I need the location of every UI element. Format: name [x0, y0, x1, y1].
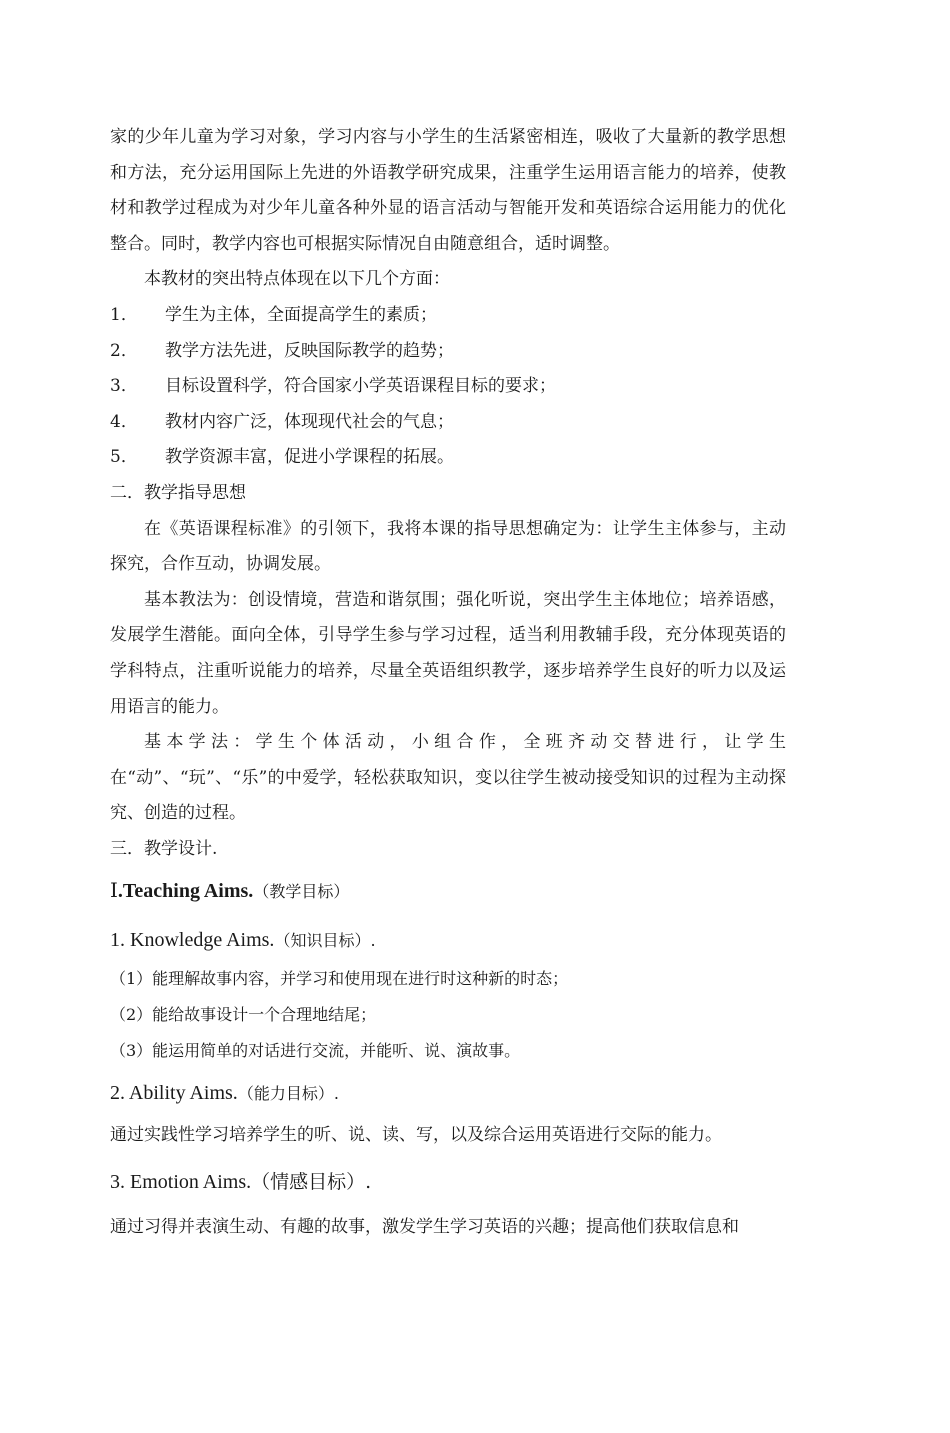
list-number: 4． [110, 411, 138, 432]
section2-paragraph-2: 基本教法为：创设情境，营造和谐氛围；强化听说，突出学生主体地位；培养语感，发展学生潜能。面向全体，引导学生参与学习过程，适当利用教辅手段，充分体现英语的学科特点，注重听说能力的培养，尽量全英语组织教学，逐步培养学生良好的听力以及运用语言的能力。 [110, 589, 786, 717]
list-item [110, 440, 786, 476]
emotion-aims-text: 通过习得并表演生动、有趣的故事，激发学生学习英语的兴趣；提高他们获取信息和 [110, 1217, 739, 1238]
knowledge-aim-item: （1）能理解故事内容，并学习和使用现在进行时这种新的时态； [110, 969, 569, 989]
document-page [110, 120, 786, 1246]
knowledge-aim-item: （2）能给故事设计一个合理地结尾； [110, 1005, 377, 1025]
ability-aims-cn: （能力目标）. [237, 1084, 339, 1104]
features-intro: 本教材的突出特点体现在以下几个方面： [144, 269, 450, 290]
knowledge-aims-title: 1. Knowledge Aims. [110, 929, 275, 952]
knowledge-aim-item: （3）能运用简单的对话进行交流，并能听、说、演故事。 [110, 1041, 521, 1061]
teaching-aims-heading [110, 871, 786, 912]
ability-aims-text: 通过实践性学习培养学生的听、说、读、写，以及综合运用英语进行交际的能力。 [110, 1125, 722, 1146]
emotion-aims-heading [110, 1162, 786, 1202]
ability-aims-title: 2. Ability Aims. [110, 1082, 238, 1105]
list-item [110, 369, 786, 405]
ability-aims-heading [110, 1073, 786, 1114]
list-item [110, 405, 786, 441]
list-text: 教材内容广泛，体现现代社会的气息； [165, 411, 454, 432]
knowledge-aims-heading [110, 920, 786, 961]
list-item [110, 334, 786, 370]
list-item [110, 298, 786, 334]
section3-heading: 三．教学设计. [110, 838, 218, 859]
list-text: 学生为主体，全面提高学生的素质； [165, 304, 437, 325]
emotion-aims-title: 3. Emotion Aims. [110, 1171, 252, 1194]
emotion-aims-cn: （情感目标）. [251, 1171, 372, 1194]
list-number: 2． [110, 340, 138, 361]
list-number: 1． [110, 304, 138, 325]
list-number: 5． [110, 447, 138, 468]
section2-paragraph-1: 在《英语课程标准》的引领下，我将本课的指导思想确定为：让学生主体参与，主动探究，合作互动，协调发展。 [110, 518, 786, 575]
section2-heading: 二．教学指导思想 [110, 482, 246, 503]
section2-paragraph-3: 基本学法：学生个体活动，小组合作，全班齐动交替进行，让学生在“动”、“玩”、“乐”的中爱学，轻松获取知识，变以往学生被动接受知识的过程为主动探究、创造的过程。 [110, 732, 786, 824]
list-text: 教学资源丰富，促进小学课程的拓展。 [165, 447, 454, 468]
features-list [110, 298, 786, 476]
intro-paragraph: 家的少年儿童为学习对象，学习内容与小学生的生活紧密相连，吸收了大量新的教学思想和方法，充分运用国际上先进的外语教学研究成果，注重学生运用语言能力的培养，使教材和教学过程成为对少年儿童各种外显的语言活动与智能开发和英语综合运用能力的优化整合。同时，教学内容也可根据实际情况自由随意组合，适时调整。 [110, 127, 786, 254]
knowledge-aims-cn: （知识目标）. [274, 931, 376, 951]
list-text: 教学方法先进，反映国际教学的趋势； [165, 340, 454, 361]
roman-numeral: Ⅰ [110, 880, 118, 903]
list-number: 3． [110, 376, 138, 397]
list-text: 目标设置科学，符合国家小学英语课程目标的要求； [165, 376, 556, 397]
teaching-aims-title: .Teaching Aims. [117, 880, 254, 903]
teaching-aims-cn: （教学目标） [253, 882, 350, 902]
